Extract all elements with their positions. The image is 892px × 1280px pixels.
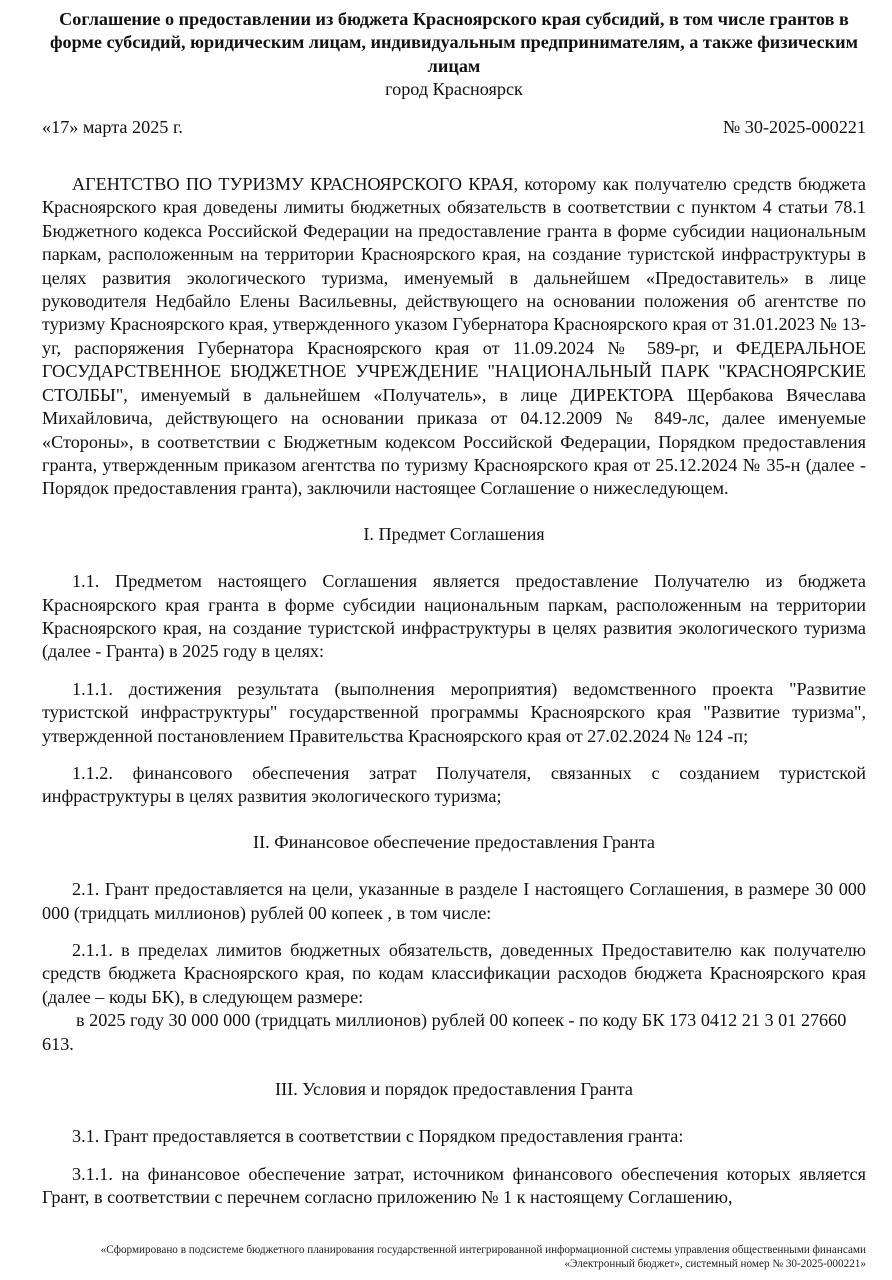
section-1-heading: I. Предмет Соглашения <box>363 523 545 544</box>
clause-1-1: 1.1. Предметом настоящего Соглашения является предоставление Получателю из бюджета Красноярского края гранта в форме субсидии национальным паркам, расположенным на территории Красноярского края, на создание туристской инфраструктуры в целях развития экологического туризма (далее - Гранта) в 2025 году в целях: <box>42 571 866 662</box>
section-3-heading: III. Условия и порядок предоставления Гранта <box>275 1079 633 1100</box>
footer-line-1: «Сформировано в подсистеме бюджетного планирования государственной интегрированной информационной системы управления общественными финансами <box>100 1244 866 1256</box>
clause-3-1-1: 3.1.1. на финансовое обеспечение затрат, источником финансового обеспечения которых является Грант, в соответствии с перечнем согласно приложению № 1 к настоящему Соглашению, <box>42 1163 866 1208</box>
clause-1-1-1: 1.1.1. достижения результата (выполнения мероприятия) ведомственного проекта "Развитие туристской инфраструктуры" государственной программы Красноярского края "Развитие туризма", утвержденной постановлением Правительства Красноярского края от 27.02.2024 № 124 -п; <box>42 678 866 746</box>
amount-line: в 2025 году 30 000 000 (тридцать миллионов) рублей 00 копеек - по коду БК 173 0412 21 3 01 27660 613. <box>42 1010 847 1054</box>
document-city: город Красноярск <box>385 79 523 100</box>
clause-3-1: 3.1. Грант предоставляется в соответствии с Порядком предоставления гранта: <box>72 1126 684 1147</box>
document-date: «17» марта 2025 г. <box>42 116 183 137</box>
clause-1-1-2: 1.1.2. финансового обеспечения затрат Получателя, связанных с созданием туристской инфраструктуры в целях развития экологического туризма; <box>42 762 866 807</box>
date-number-line <box>42 116 866 139</box>
clause-2-1-1: 2.1.1. в пределах лимитов бюджетных обязательств, доведенных Предоставителю как получателю средств бюджета Красноярского края, по кодам классификации расходов бюджета Красноярского края (далее – коды БК), в следующем размере: <box>42 940 866 1007</box>
document-number: № 30-2025-000221 <box>722 116 866 137</box>
section-2-heading: II. Финансовое обеспечение предоставления Гранта <box>253 831 655 852</box>
clause-2-1: 2.1. Грант предоставляется на цели, указанные в разделе I настоящего Соглашения, в размере 30 000 000 (тридцать миллионов) рублей 00 копеек , в том числе: <box>42 879 866 923</box>
intro-paragraph: АГЕНТСТВО ПО ТУРИЗМУ КРАСНОЯРСКОГО КРАЯ, которому как получателю средств бюджета Красноярского края доведены лимиты бюджетных обязательств в соответствии с пунктом 4 статьи 78.1 Бюджетного кодекса Российской Федерации на предоставление гранта в форме субсидии национальным паркам, расположенным на территории Красноярского края, на создание туристской инфраструктуры в целях развития экологического туризма, именуемый в дальнейшем «Предоставитель» в лице руководителя Недбайло Елены Васильевны, действующего на основании положения об агентстве по туризму Красноярского края, утвержденного указом Губернатора Красноярского края от 31.01.2023 № 13-уг, распоряжения Губернатора Красноярского края от 11.09.2024 № 589-рг, и ФЕДЕРАЛЬНОЕ ГОСУДАРСТВЕННОЕ БЮДЖЕТНОЕ УЧРЕЖДЕНИЕ "НАЦИОНАЛЬНЫЙ ПАРК "КРАСНОЯРСКИЕ СТОЛБЫ", именуемый в дальнейшем «Получатель», в лице ДИРЕКТОРА Щербакова Вячеслава Михайловича, действующего на основании приказа от 04.12.2009 № 849-лс, далее именуемые «Стороны», в соответствии с Бюджетным кодексом Российской Федерации, Порядком предоставления гранта, утвержденным приказом агентства по туризму Красноярского края от 25.12.2024 № 35-н (далее - Порядок предоставления гранта), заключили настоящее Соглашение о нижеследующем. <box>42 174 866 499</box>
system-footer <box>66 1243 866 1271</box>
footer-line-2: «Электронный бюджет», системный номер № 30-2025-000221» <box>564 1258 866 1270</box>
document-title: Соглашение о предоставлении из бюджета Красноярского края субсидий, в том числе грантов в форме субсидий, юридическим лицам, индивидуальным предпринимателям, а также физическим лицам <box>49 9 859 76</box>
